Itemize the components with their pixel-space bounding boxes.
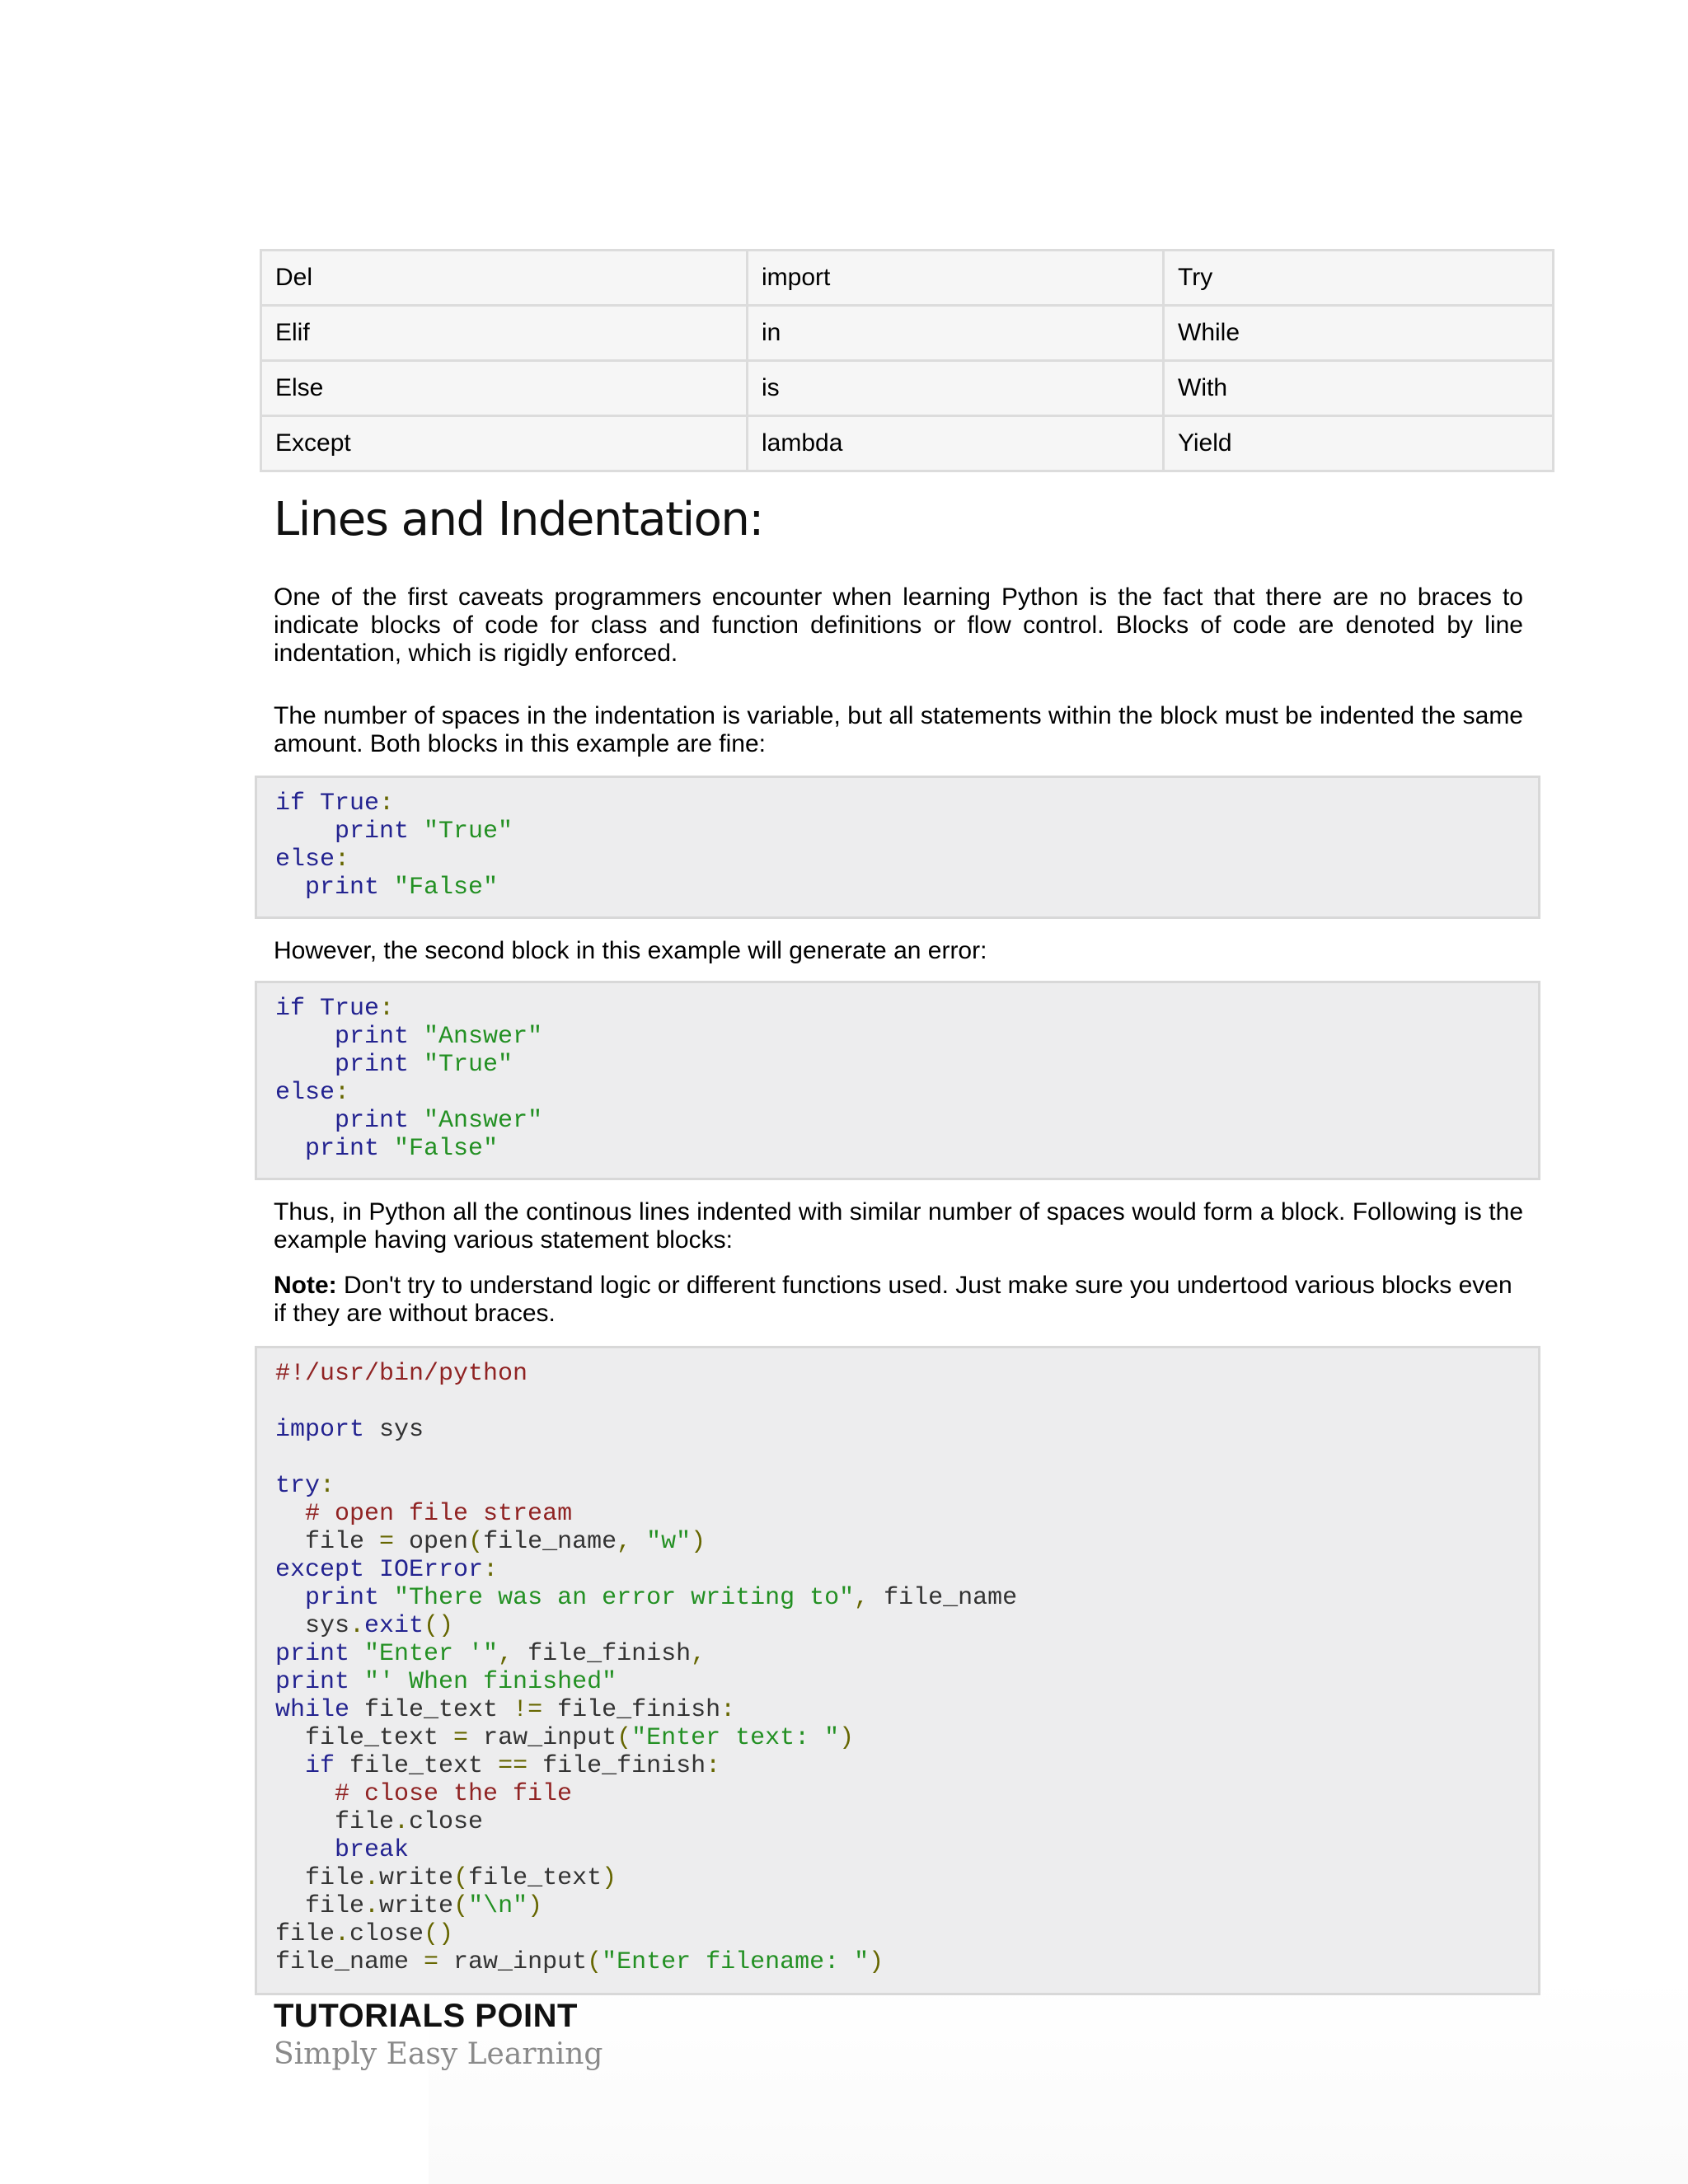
- keyword-table: [260, 249, 1554, 472]
- table-row: [261, 361, 1554, 416]
- code-block-example: [255, 1346, 1540, 1995]
- paragraph-blocks: Thus, in Python all the continous lines indented with similar number of spaces would form a block. Following is the example having various statement blocks:: [274, 1198, 1523, 1254]
- note-text: Don't try to understand logic or different functions used. Just make sure you undertood various blocks even if they are without braces.: [274, 1272, 1512, 1327]
- table-cell: in: [748, 306, 1164, 361]
- table-cell: lambda: [748, 416, 1164, 471]
- table-row: [261, 306, 1554, 361]
- code-text: if True: print "True" else: print "False": [275, 790, 513, 902]
- paragraph-spaces: The number of spaces in the indentation is variable, but all statements within the block must be indented the same amount. Both blocks in this example are fine:: [274, 702, 1523, 757]
- table-cell: With: [1164, 361, 1554, 416]
- page-shade: [429, 1978, 1688, 2184]
- table-row: [261, 416, 1554, 471]
- note-paragraph: [274, 1272, 1523, 1328]
- table-cell: Del: [261, 251, 748, 306]
- table-cell: import: [748, 251, 1164, 306]
- code-block-fine: [255, 776, 1540, 919]
- paragraph-error: However, the second block in this example will generate an error:: [274, 937, 987, 964]
- table-cell: While: [1164, 306, 1554, 361]
- table-cell: Yield: [1164, 416, 1554, 471]
- section-title: Lines and Indentation:: [274, 493, 763, 546]
- paragraph-intro: One of the first caveats programmers encounter when learning Python is the fact that there are no braces to indicate blocks of code for class and function definitions or flow control. Blocks of code are denoted by line indentation, which is rigidly enforced.: [274, 583, 1523, 667]
- code-text: #!/usr/bin/python import sys try: # open file stream file = open(file_name, "w") except IOError: print "There was an error writing to", file_name sys.exit() print "Enter '", file_finish, print "' When finished" while file_text != file_finish: file_text = raw_input("Enter text: ") if file_text == file_finish: # close the file file.close break file.write(file_text) file.write("\n") file.close() file_name = raw_input("Enter filename: "): [275, 1360, 1018, 1976]
- note-label: Note:: [274, 1272, 337, 1299]
- code-block-error: [255, 981, 1540, 1180]
- table-cell: Elif: [261, 306, 748, 361]
- table-cell: Except: [261, 416, 748, 471]
- footer-brand: TUTORIALS POINT: [274, 1998, 578, 2034]
- table-row: [261, 251, 1554, 306]
- footer-tagline: Simply Easy Learning: [274, 2037, 603, 2071]
- code-text: if True: print "Answer" print "True" else: print "Answer" print "False": [275, 995, 543, 1163]
- table-cell: is: [748, 361, 1164, 416]
- table-cell: Else: [261, 361, 748, 416]
- table-cell: Try: [1164, 251, 1554, 306]
